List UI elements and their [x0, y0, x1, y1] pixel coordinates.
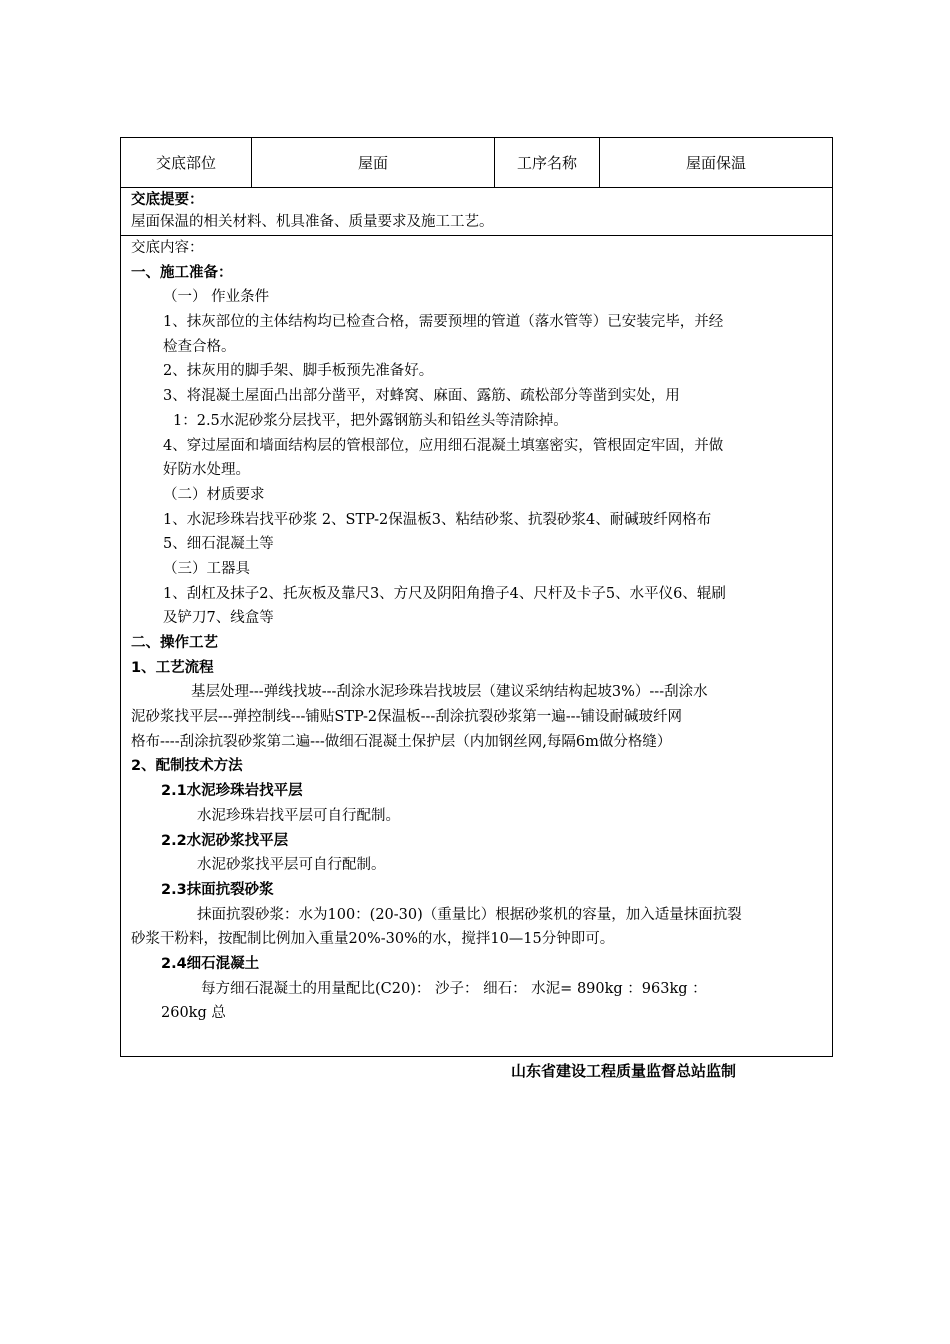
paragraph-line: 好防水处理。: [163, 462, 250, 479]
summary-text: 屋面保温的相关材料、机具准备、质量要求及施工工艺。: [131, 214, 494, 230]
section-heading: 一、施工准备：: [131, 264, 233, 281]
paragraph-line: 基层处理---弹线找坡---刮涂水泥珍珠岩找坡层（建议采纳结构起坡3%）---刮涂水: [191, 684, 708, 701]
paragraph-line: 水泥珍珠岩找平层可自行配制。: [197, 807, 400, 824]
subsection-heading: （三）工器具: [163, 560, 250, 577]
subsection-heading: （二）材质要求: [163, 486, 265, 503]
subsection-heading: （一） 作业条件: [163, 289, 270, 306]
header-row: [121, 138, 832, 188]
paragraph-line: 260kg 总: [161, 1005, 226, 1022]
paragraph-line: 4、穿过屋面和墙面结构层的管根部位，应用细石混凝土填塞密实，管根固定牢固，并做: [163, 437, 724, 454]
paragraph-line: 1、水泥珍珠岩找平砂浆 2、STP-2保温板3、粘结砂浆、抗裂砂浆4、耐碱玻纤网格布: [163, 511, 712, 528]
paragraph-line: 泥砂浆找平层---弹控制线---铺贴STP-2保温板---刮涂抗裂砂浆第一遍---铺设耐碱玻纤网: [131, 709, 682, 726]
location-label: 交底部位: [121, 138, 252, 187]
subsection-heading: 2、配制技术方法: [131, 758, 243, 775]
paragraph-line: 砂浆干粉料，按配制比例加入重量20%-30%的水，搅拌10—15分钟即可。: [131, 931, 615, 948]
paragraph-line: 水泥砂浆找平层可自行配制。: [197, 857, 386, 874]
content-title: 交底内容：: [131, 240, 204, 256]
process-value: 屋面保温: [685, 154, 746, 172]
subsection-heading: 1、工艺流程: [131, 659, 214, 676]
subsection-heading: 2.1水泥珍珠岩找平层: [161, 783, 303, 800]
section-heading: 二、操作工艺: [131, 635, 218, 651]
paragraph-line: 每方细石混凝土的用量配比(C20)： 沙子： 细石： 水泥= 890kg ：963kg ：: [201, 980, 707, 997]
summary-section: [121, 187, 832, 236]
paragraph-line: 1、抹灰部位的主体结构均已检查合格，需要预埋的管道（落水管等）已安装完毕，并经: [163, 314, 724, 331]
subsection-heading: 2.2水泥砂浆找平层: [161, 832, 289, 849]
content-section: [121, 236, 832, 1026]
paragraph-line: 抹面抗裂砂浆：水为100：(20-30)（重量比）根据砂浆机的容量，加入适量抹面抗裂: [197, 906, 742, 923]
paragraph-line: 及铲刀7、线盒等: [163, 610, 274, 627]
location-value: 屋面: [252, 138, 495, 187]
paragraph-line: 2、抹灰用的脚手架、脚手板预先准备好。: [163, 363, 434, 380]
paragraph-line: 检查合格。: [163, 338, 236, 355]
summary-title: 交底提要：: [131, 192, 204, 208]
process-label: 工序名称: [495, 138, 600, 187]
footer-issuer: 山东省建设工程质量监督总站监制: [511, 1062, 737, 1080]
disclosure-form: [120, 137, 833, 1057]
paragraph-line: 3、将混凝土屋面凸出部分凿平，对蜂窝、麻面、露筋、疏松部分等凿到实处，用: [163, 388, 680, 405]
paragraph-line: 1、刮杠及抹子2、托灰板及靠尺3、方尺及阴阳角撸子4、尺杆及卡子5、水平仪6、辊刷: [163, 585, 726, 602]
subsection-heading: 2.3抹面抗裂砂浆: [161, 881, 274, 898]
paragraph-line: 1：2.5水泥砂浆分层找平，把外露钢筋头和铅丝头等清除掉。: [173, 412, 568, 429]
paragraph-line: 格布----刮涂抗裂砂浆第二遍---做细石混凝土保护层（内加钢丝网,每隔6m做分格缝）: [131, 733, 672, 750]
paragraph-line: 5、细石混凝土等: [163, 536, 274, 553]
subsection-heading: 2.4细石混凝土: [161, 955, 260, 972]
